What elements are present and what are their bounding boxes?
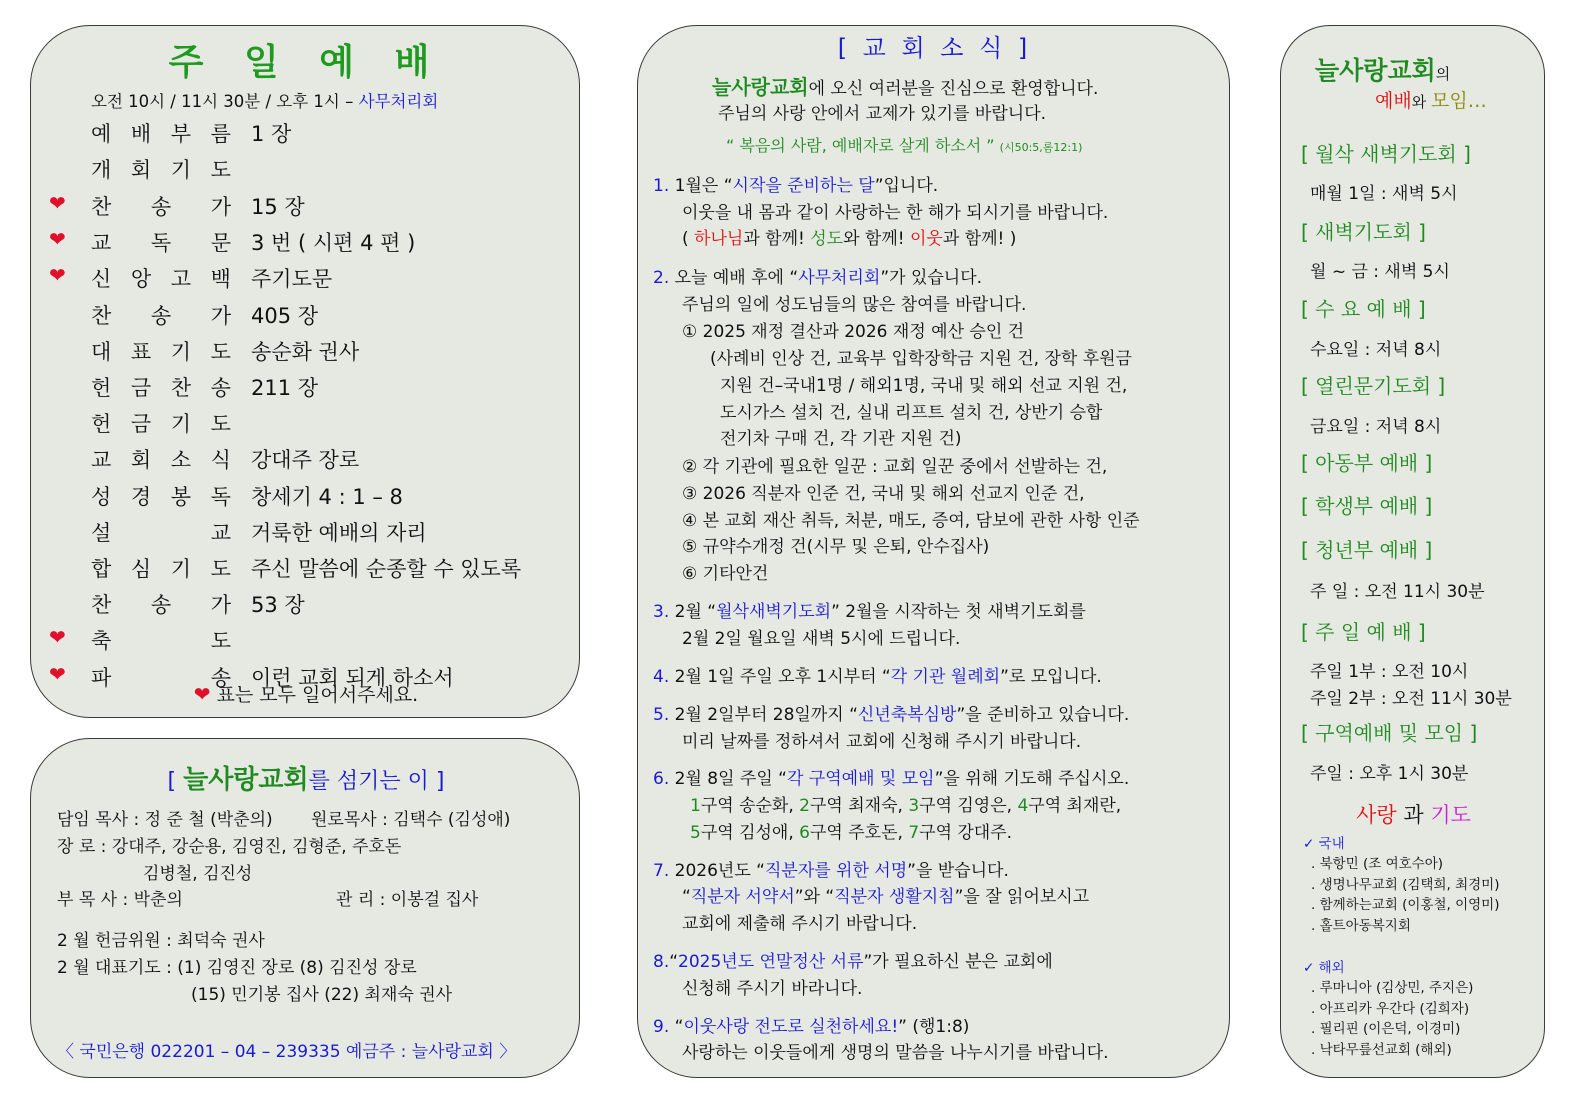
worship-order-value: 거룩한 예배의 자리 — [251, 521, 427, 545]
worship-order-item — [31, 263, 581, 291]
worship-order-label: 교 회 소 식 — [91, 448, 231, 472]
district-leaders-2: 5구역 김성애, 6구역 주호돈, 7구역 강대주. — [690, 823, 1013, 843]
meeting-section-name: [ 열린문기도회 ] — [1301, 374, 1446, 398]
worship-order-item — [31, 227, 581, 255]
worship-order-item — [31, 118, 581, 146]
emeritus-pastor: 원로목사 : 김택수 (김성애) — [311, 810, 511, 830]
worship-order-label: 설 교 — [91, 521, 231, 545]
meeting-section-name: [ 청년부 예배 ] — [1301, 538, 1433, 562]
worship-order-label: 개 회 기 도 — [91, 158, 231, 182]
rep-prayer-2: (15) 민기봉 집사 (22) 최재숙 권사 — [191, 985, 453, 1005]
news-item-7: 7. 2026년도 “직분자를 위한 서명”을 받습니다. — [653, 861, 1009, 881]
worship-order-label: 합 심 기 도 — [91, 557, 231, 581]
worship-order-value: 1 장 — [251, 122, 292, 146]
servants-title: [ 늘사랑교회를 섬기는 이 ] — [167, 765, 445, 795]
agenda-6: ⑥ 기타안건 — [682, 564, 769, 584]
meeting-section-time: 주일 2부 : 오전 11시 30분 — [1310, 689, 1512, 709]
church-news-panel — [637, 25, 1230, 1078]
check-icon: ✓ — [1303, 836, 1315, 852]
welcome-line-1: 늘사랑교회에 오신 여러분을 진심으로 환영합니다. — [712, 75, 1099, 99]
worship-order-item — [31, 444, 581, 472]
worship-order-label: 대 표 기 도 — [91, 340, 231, 364]
news-item-1-line-3: ( 하나님과 함께! 성도와 함께! 이웃과 함께! ) — [682, 229, 1017, 249]
bank-account: 〈 국민은행 022201 – 04 – 239335 예금주 : 늘사랑교회 〉 — [57, 1042, 517, 1062]
worship-times: 오전 10시 / 11시 30분 / 오후 1시 – 사무처리회 — [91, 92, 439, 111]
worship-order-label: 성 경 봉 독 — [91, 485, 231, 509]
elders-line-1: 장 로 : 강대주, 강순용, 김영진, 김형준, 주호돈 — [57, 837, 402, 857]
meeting-section-name: [ 학생부 예배 ] — [1301, 494, 1433, 518]
agenda-1: ① 2025 재정 결산과 2026 재정 예산 승인 건 — [682, 322, 1025, 342]
worship-order-label: 파 송 — [91, 666, 231, 690]
offering-committee: 2 월 헌금위원 : 최덕숙 권사 — [57, 931, 265, 951]
heart-icon: ❤ — [49, 191, 66, 215]
news-item-1-line-2: 이웃을 내 몸과 같이 사랑하는 한 해가 되시기를 바랍니다. — [682, 203, 1109, 223]
check-icon: ✓ — [1303, 960, 1315, 976]
meetings-panel — [1280, 25, 1545, 1078]
elders-line-2: 김병철, 김진성 — [143, 864, 253, 884]
news-item-8-line-2: 신청해 주시기 바라니다. — [682, 979, 863, 999]
worship-order-value: 강대주 장로 — [251, 448, 360, 472]
worship-order-item — [31, 589, 581, 617]
meeting-section-name: [ 수 요 예 배 ] — [1301, 297, 1426, 321]
heart-icon: ❤ — [49, 263, 66, 287]
motto: “ 복음의 사람, 예배자로 살게 하소서 ” (시50:5,롬12:1) — [726, 136, 1083, 155]
agenda-1-detail-a: (사례비 인상 건, 교육부 입학장학금 지원 건, 장학 후원금 — [710, 349, 1132, 369]
worship-title: 주 일 예 배 — [168, 42, 444, 83]
news-item-1: 1. 1월은 “시작을 준비하는 달”입니다. — [653, 176, 939, 196]
prayer-list-item: . 북항민 (조 여호수아) — [1311, 856, 1444, 872]
worship-order-item — [31, 300, 581, 328]
stand-note: ❤ 표는 모두 일어서주세요. — [193, 682, 419, 706]
rep-prayer-1: 2 월 대표기도 : (1) 김영진 장로 (8) 김진성 장로 — [57, 958, 417, 978]
worship-order-item — [31, 408, 581, 436]
meetings-title-line-2: 예배와 모임… — [1375, 90, 1487, 112]
meeting-section-time: 수요일 : 저녁 8시 — [1310, 340, 1442, 360]
domestic-label: ✓ 국내 — [1303, 836, 1345, 852]
worship-order-label: 찬 송 가 — [91, 593, 231, 617]
worship-order-label: 찬 송 가 — [91, 304, 231, 328]
meeting-section-name: [ 새벽기도회 ] — [1301, 220, 1426, 244]
news-item-7-line-3: 교회에 제출해 주시기 바랍니다. — [682, 914, 918, 934]
worship-order-label: 예 배 부 름 — [91, 122, 231, 146]
news-item-4: 4. 2월 1일 주일 오후 1시부터 “각 기관 월례회”로 모입니다. — [653, 667, 1102, 687]
prayer-list-item: . 함께하는교회 (이홍철, 이영미) — [1311, 897, 1500, 913]
agenda-4: ④ 본 교회 재산 취득, 처분, 매도, 증여, 담보에 관한 사항 인준 — [682, 511, 1140, 531]
worship-order-value: 송순화 권사 — [251, 340, 360, 364]
worship-order-item — [31, 154, 581, 182]
worship-order-label: 교 독 문 — [91, 231, 231, 255]
servants-panel — [30, 738, 580, 1078]
senior-pastor: 담임 목사 : 정 준 철 (박춘의) — [57, 810, 273, 830]
news-item-3-line-2: 2월 2일 월요일 새벽 5시에 드립니다. — [682, 629, 961, 649]
news-item-9: 9. “이웃사랑 전도로 실천하세요!” (행1:8) — [653, 1017, 970, 1037]
agenda-2: ② 각 기관에 필요한 일꾼 : 교회 일꾼 중에서 선발하는 건, — [682, 457, 1108, 477]
meeting-section-time: 월 ~ 금 : 새벽 5시 — [1310, 262, 1450, 282]
worship-order-label: 헌 금 기 도 — [91, 412, 231, 436]
worship-order-value: 15 장 — [251, 195, 305, 219]
worship-order-label: 헌 금 찬 송 — [91, 376, 231, 400]
meeting-section-time: 주일 : 오후 1시 30분 — [1310, 764, 1469, 784]
worship-order-value: 405 장 — [251, 304, 319, 328]
heart-icon: ❤ — [49, 662, 66, 686]
news-item-5: 5. 2월 2일부터 28일까지 “신년축복심방”을 준비하고 있습니다. — [653, 705, 1130, 725]
news-item-7-line-2: “직분자 서약서”와 “직분자 생활지침”을 잘 읽어보시고 — [682, 887, 1090, 907]
news-title: [ 교 회 소 식 ] — [837, 34, 1032, 62]
worship-order-value: 이런 교회 되게 하소서 — [251, 666, 454, 690]
news-item-2-line-2: 주님의 일에 성도님들의 많은 참여를 바랍니다. — [682, 295, 1027, 315]
heart-icon: ❤ — [193, 682, 211, 706]
worship-order-item — [31, 553, 581, 581]
agenda-1-detail-c: 도시가스 설치 건, 실내 리프트 설치 건, 상반기 승합 — [720, 403, 1103, 423]
district-leaders-1: 1구역 송순화, 2구역 최재숙, 3구역 김영은, 4구역 최재란, — [690, 796, 1122, 816]
worship-order-panel — [30, 25, 580, 718]
prayer-list-item: . 생명나무교회 (김택희, 최경미) — [1311, 876, 1500, 893]
heart-icon: ❤ — [49, 625, 66, 649]
heart-icon: ❤ — [49, 227, 66, 251]
prayer-list-item: . 아프리카 우간다 (김희자) — [1311, 1000, 1470, 1017]
worship-order-label: 축 도 — [91, 629, 231, 653]
prayer-list-item: . 루마니아 (김상민, 주지은) — [1311, 980, 1474, 996]
worship-order-value: 211 장 — [251, 376, 319, 400]
worship-order-item — [31, 372, 581, 400]
welcome-line-2: 주님의 사랑 안에서 교제가 있기를 바랍니다. — [718, 104, 1047, 124]
prayer-title: 사랑 과 기도 — [1356, 803, 1471, 827]
worship-order-label: 찬 송 가 — [91, 195, 231, 219]
abroad-label: ✓ 해외 — [1303, 960, 1345, 976]
meeting-section-time: 매월 1일 : 새벽 5시 — [1310, 184, 1458, 204]
worship-order-item — [31, 481, 581, 509]
news-item-5-line-2: 미리 날짜를 정하셔서 교회에 신청해 주시기 바랍니다. — [682, 732, 1082, 752]
worship-order-item — [31, 336, 581, 364]
meeting-section-time: 주 일 : 오전 11시 30분 — [1310, 582, 1485, 602]
meetings-title-line-1: 늘사랑교회의 — [1315, 56, 1451, 85]
news-item-2: 2. 오늘 예배 후에 “사무처리회”가 있습니다. — [653, 268, 983, 288]
agenda-1-detail-b: 지원 건–국내1명 / 해외1명, 국내 및 해외 선교 지원 건, — [720, 376, 1128, 396]
agenda-5: ⑤ 규약수개정 건(시무 및 은퇴, 안수집사) — [682, 537, 990, 557]
news-item-3: 3. 2월 “월삭새벽기도회” 2월을 시작하는 첫 새벽기도회를 — [653, 602, 1086, 622]
news-item-8: 8.“2025년도 연말정산 서류”가 필요하신 분은 교회에 — [653, 952, 1053, 972]
worship-order-value: 주기도문 — [251, 267, 333, 291]
meeting-section-name: [ 구역예배 및 모임 ] — [1301, 721, 1478, 745]
news-item-9-line-2: 사랑하는 이웃들에게 생명의 말씀을 나누시기를 바랍니다. — [682, 1043, 1109, 1063]
associate-pastor: 부 목 사 : 박춘의 — [57, 890, 183, 910]
meeting-section-name: [ 아동부 예배 ] — [1301, 451, 1433, 475]
worship-order-value: 3 번 ( 시편 4 편 ) — [251, 231, 416, 255]
worship-order-value: 창세기 4 : 1 – 8 — [251, 485, 403, 509]
prayer-list-item: . 낙타무릎선교회 (해외) — [1311, 1041, 1452, 1058]
meeting-section-time: 주일 1부 : 오전 10시 — [1310, 662, 1469, 682]
worship-order-item — [31, 191, 581, 219]
meeting-section-time: 금요일 : 저녁 8시 — [1310, 417, 1442, 437]
worship-order-value: 주신 말씀에 순종할 수 있도록 — [251, 557, 522, 581]
worship-order-item — [31, 625, 581, 653]
agenda-1-detail-d: 전기차 구매 건, 각 기관 지원 건) — [720, 429, 962, 449]
worship-order-value: 53 장 — [251, 593, 305, 617]
news-item-6: 6. 2월 8일 주일 “각 구역예배 및 모임”을 위해 기도해 주십시오. — [653, 769, 1130, 789]
meeting-section-name: [ 주 일 예 배 ] — [1301, 620, 1426, 644]
manager: 관 리 : 이봉걸 집사 — [336, 890, 479, 910]
worship-order-item — [31, 517, 581, 545]
meeting-section-name: [ 월삭 새벽기도회 ] — [1301, 142, 1471, 166]
prayer-list-item: . 필리핀 (이은덕, 이경미) — [1311, 1021, 1461, 1037]
prayer-list-item: . 홀트아동복지회 — [1311, 917, 1411, 934]
agenda-3: ③ 2026 직분자 인준 건, 국내 및 해외 선교지 인준 건, — [682, 484, 1085, 504]
worship-order-label: 신 앙 고 백 — [91, 267, 231, 291]
